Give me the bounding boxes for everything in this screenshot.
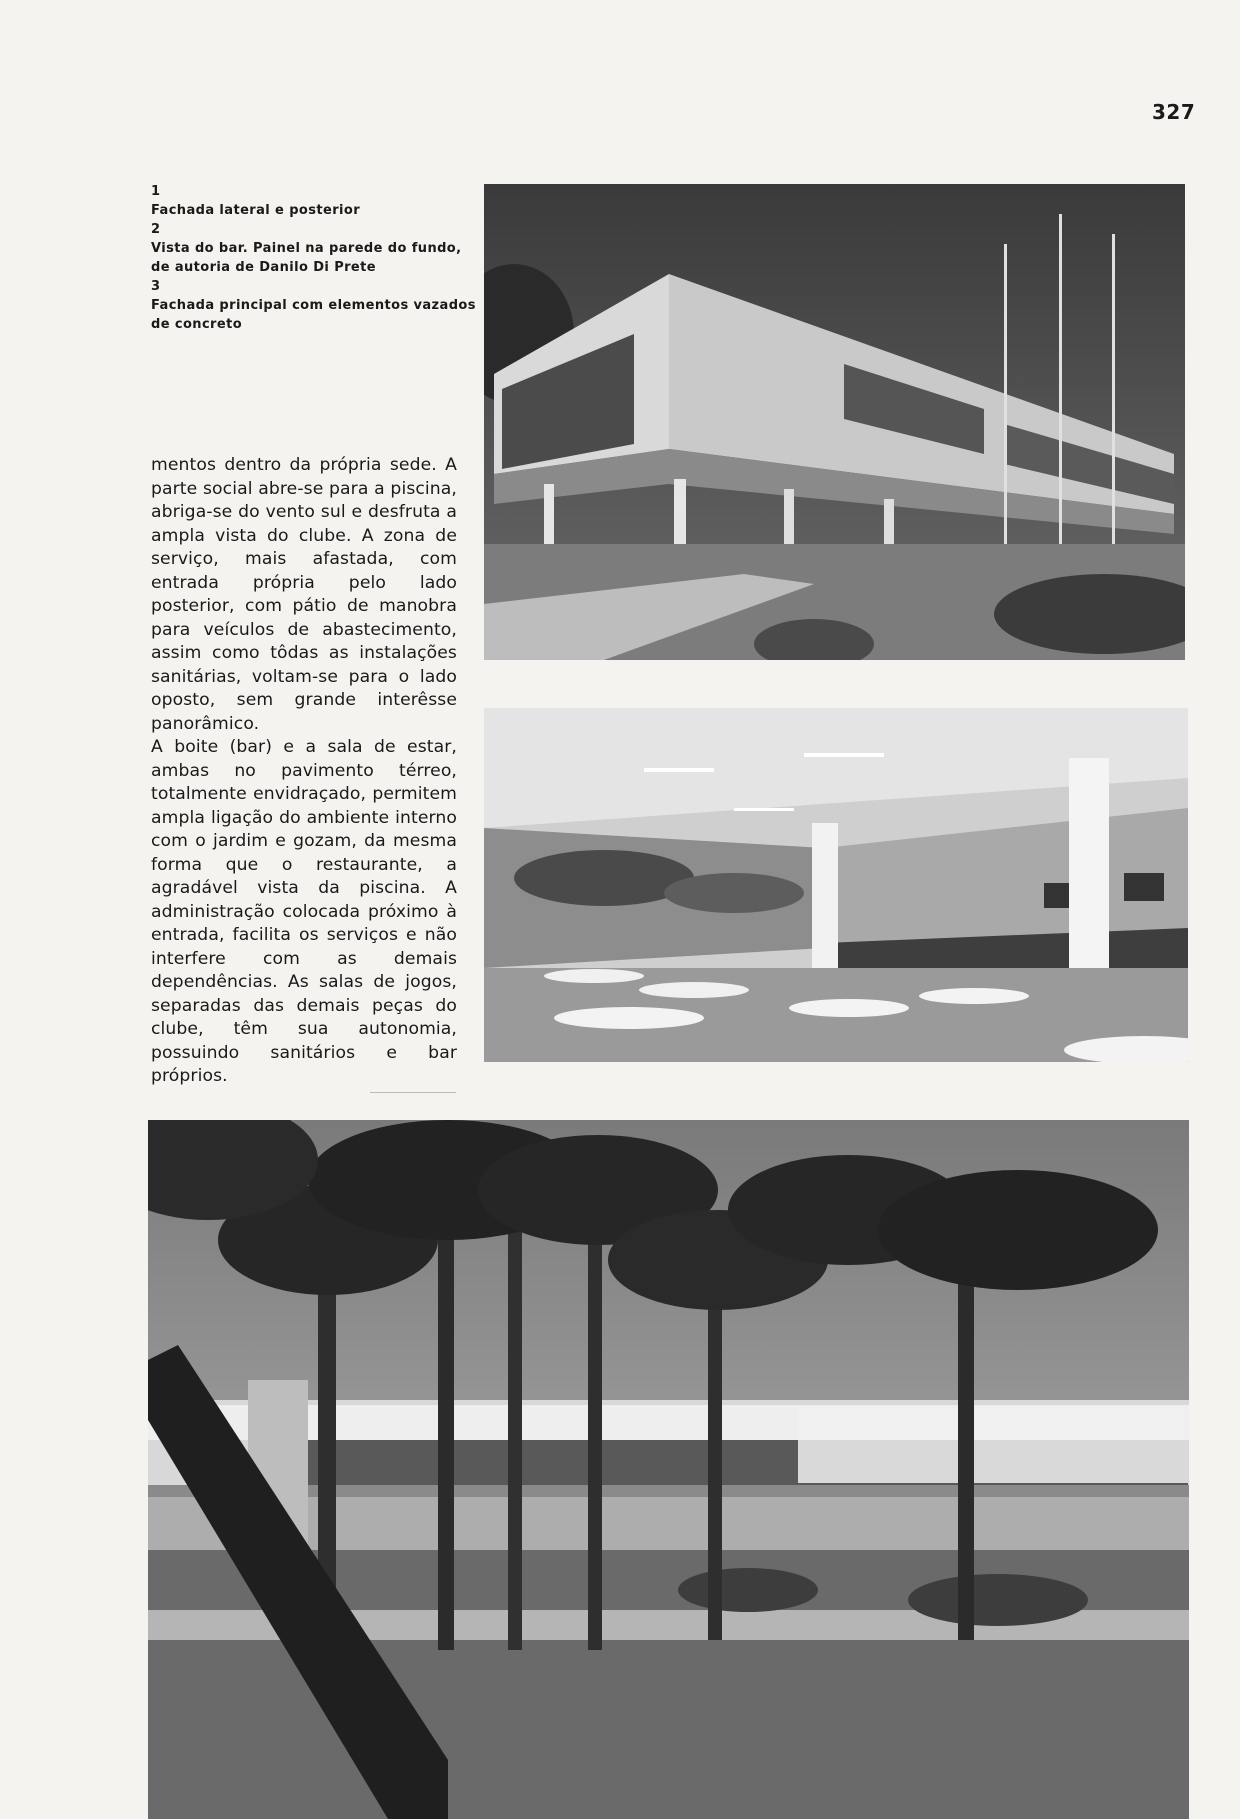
article-body xyxy=(151,454,457,1089)
figure-captions xyxy=(151,182,476,334)
caption-number-1: 1 xyxy=(151,184,161,199)
caption-text-3-line-2: de concreto xyxy=(151,317,243,332)
caption-text-2-line-2: de autoria de Danilo Di Prete xyxy=(151,260,376,275)
page-number: 327 xyxy=(1152,100,1196,124)
caption-text-1: Fachada lateral e posterior xyxy=(151,203,361,218)
caption-text-2-line-1: Vista do bar. Painel na parede do fundo, xyxy=(151,241,462,256)
caption-text-3-line-1: Fachada principal com elementos vazados xyxy=(151,298,476,313)
photo-3-image xyxy=(148,1120,1189,1819)
photo-2-image xyxy=(484,708,1188,1062)
photo-1-image xyxy=(484,184,1185,660)
photo-1-lateral-facade xyxy=(484,184,1185,660)
body-paragraph-1: mentos dentro da própria sede. A parte social abre-se para a piscina, abriga-se do vento sul e desfruta a ampla vista do clube. A zona de serviço, mais afastada, com entrada própria pelo lado posterior, com pátio de manobra para veículos de abastecimento, assim como tôdas as instalações sanitárias, voltam-se para o lado oposto, sem grande interêsse panorâmico. xyxy=(151,455,457,734)
photo-2-bar-interior xyxy=(484,708,1188,1062)
text-end-rule xyxy=(370,1092,456,1093)
photo-3-main-facade xyxy=(148,1120,1189,1819)
caption-number-3: 3 xyxy=(151,279,161,294)
body-paragraph-2: A boite (bar) e a sala de estar, ambas no pavimento térreo, totalmente envidraçado, permitem ampla ligação do ambiente interno com o jardim e gozam, da mesma forma que o restaurante, a agradável vista da piscina. A administração colocada próximo à entrada, facilita os serviços e não interfere com as demais dependências. As salas de jogos, separadas das demais peças do clube, têm sua autonomia, possuindo sanitários e bar próprios. xyxy=(151,737,457,1086)
caption-number-2: 2 xyxy=(151,222,161,237)
